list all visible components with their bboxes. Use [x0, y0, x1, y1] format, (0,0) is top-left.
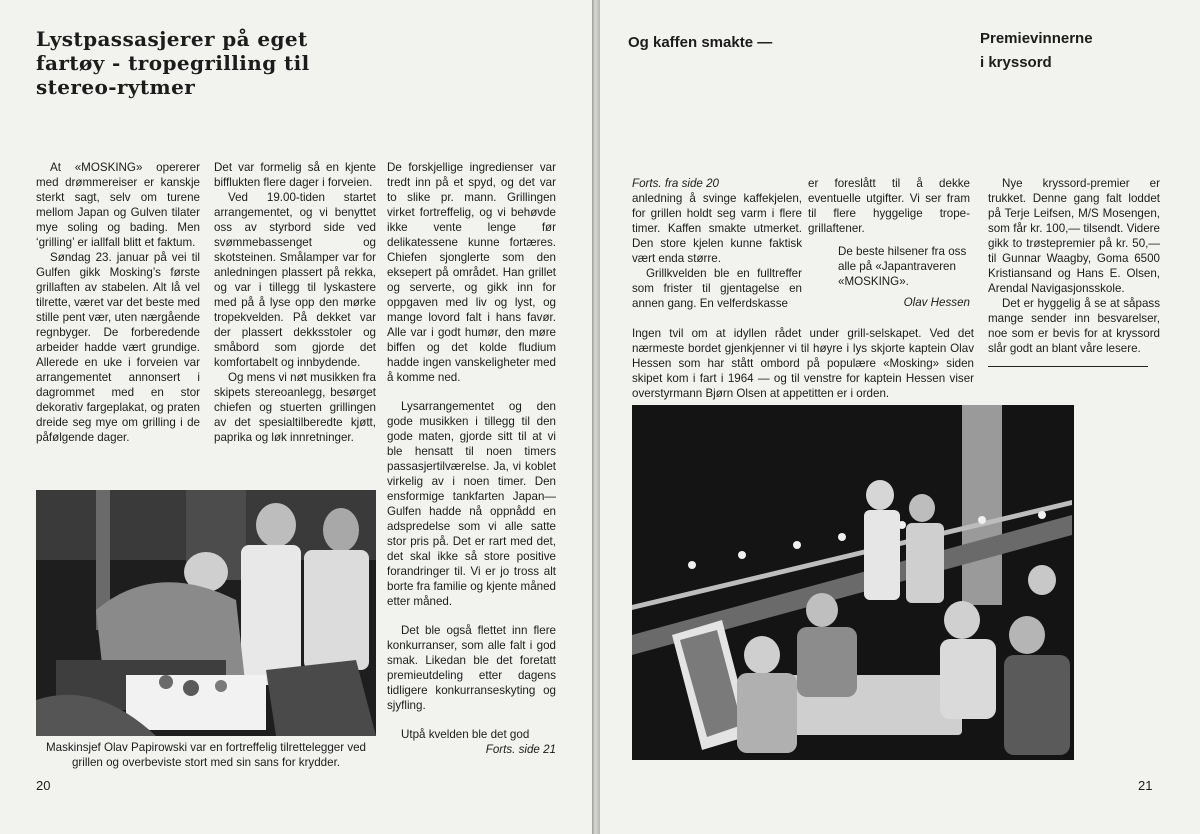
paragraph: Lysarrangementet og den gode musikken i tillegg til den gode maten, gjorde sitt til at vi ble hensatt til noen timers passasjertilværelse. Ja, vi koblet virkelig av i noen timer. Den ensformige tankfarten Japan—Gulfen hadde nå oppnådd en adspredelse som vi alle satte stor pris på. Det er rart med det, det skal ikke så store positive forandringer til. Vi er jo tross alt borte fra familie og kjente måned etter måned. — [387, 400, 556, 608]
article-column-3 — [387, 160, 556, 757]
caption-text: Ingen tvil om at idyllen rådet under grill-selskapet. Ved det nærmeste bordet gjenkjenner vi til høyre i lys skjorte kaptein Olav Hessen som har stått ombord på populære «Mosking» siden skipet kom i fart i 1964 — og til venstre for kaptein Hessen viser overstyrmann Bjørn Olsen at appetitten er i orden. — [632, 327, 974, 400]
paragraph: Det ble også flettet inn flere konkurranser, som alle falt i god smak. Likedan ble det foretatt premieutdeling etter dagens tidligere konkurranseskyting og sjyfling. — [387, 624, 556, 712]
greeting — [808, 244, 970, 289]
greeting-line: alle på «Japantraveren — [838, 260, 956, 273]
paragraph: anledning å svinge kaffekjelen, for grillen holdt seg varm i flere timer. Kaffen smakte utmerket. Den store kjelen kunne faktisk vært enda større. — [632, 192, 802, 265]
crossword-column — [988, 176, 1160, 367]
paragraph: Det er hyggelig å se at såpass mange sender inn besvarelser, noe som er bevis for at kryssord slår godt an blant våre lesere. — [988, 297, 1160, 355]
spine-gutter — [592, 0, 600, 834]
paragraph: Søndag 23. januar på vei til Gulfen gikk Mosking’s første grillaften av stabelen. Alt lå vel tilrette, været var det beste med stille pent vær, uten nærgående regnbyger. De forberedende arbeider hadde vært grundige. Allerede en uke i forveien var arrangementet annonsert i dagrommet med en stor dekorativ fargeplakat, og praten dreide seg mye om grilling i de påfølgende dager. — [36, 251, 200, 444]
page-number: 20 — [36, 778, 51, 793]
article-column-1 — [632, 176, 802, 311]
signature: Olav Hessen — [903, 296, 970, 309]
party-photo — [632, 405, 1074, 760]
paragraph: Nye kryssord-premier er trukket. Denne gang falt loddet på Terje Leifsen, M/S Mosengen, som får kr. 100,— tilsendt. Videre gikk to trøstepremier på kr. 50,— til Gunnar Waagby, Goma 6500 Kristiansand og Hans E. Olsen, Arendal Navigasjonsskole. — [988, 177, 1160, 295]
article-column-1 — [36, 160, 200, 445]
grill-photo — [36, 490, 376, 736]
crossword-heading-line: Premievinnerne — [980, 30, 1093, 47]
paragraph: Utpå kvelden ble det god — [401, 728, 530, 741]
greeting-line: «MOSKING». — [838, 275, 909, 288]
paragraph: Grillkvelden ble en fulltreffer som frister til gjentagelse en annen gang. En velferdskasse — [632, 267, 802, 310]
article-column-2 — [808, 176, 970, 310]
photo-caption: Maskinsjef Olav Papirowski var en fortreffelig tilrettelegger ved grillen og overbeviste stort med sin sans for krydder. — [45, 741, 367, 769]
crossword-heading — [980, 27, 1093, 75]
headline-line: stereo-rytmer — [36, 75, 196, 99]
paragraph: De forskjellige ingredienser var tredt inn på et spyd, og det var to slike pr. mann. Grillingen virket fortreffelig, og vi behøvde ikke vente lenge før delikatessene kunne fortæres. Chiefen sjonglerte som den eksepert på området. Han grillet og serverte, og gikk inn for oppgaven med liv og lyst, og mange lovord falt i hans favør. Alle var i godt humør, den møre biffen og det kolde fludium hadde ingen vanskeligheter med å komme ned. — [387, 161, 556, 384]
paragraph: er foreslått til å dekke eventuelle utgifter. Vi ser fram til flere hyggelige trope-grillaftener. — [808, 177, 970, 235]
page-headline — [36, 27, 416, 99]
left-page — [0, 0, 592, 834]
column-rule — [988, 366, 1148, 367]
right-page — [600, 0, 1200, 834]
paragraph: Det var formelig så en kjente bifflukten flere dager i forveien. — [214, 161, 376, 189]
greeting-line: De beste hilsener fra oss — [838, 245, 967, 258]
article-column-2 — [214, 160, 376, 445]
paragraph: At «MOSKING» opererer med drømmereiser er kanskje sterkt sagt, selv om turene mellom Japan og Gulven tilater mye soling og bading. Men ‘grilling’ er iallfall blitt et faktum. — [36, 161, 200, 249]
paragraph: Ved 19.00-tiden startet arrangementet, og vi benyttet oss av styrbord side ved svømmebassenget og skotsteinen. Smålamper var for anledningen plassert på rekka, og var i tillegg til lyskastere med på å lyse opp den mørke tropekvelden. På dekket var der plassert dekksstoler og småbord som gjorde det komfortabelt og innbydende. — [214, 191, 376, 369]
grill-photo-image — [36, 490, 376, 736]
photo-caption — [632, 326, 974, 401]
page-number: 21 — [1138, 778, 1153, 793]
paragraph: Og mens vi nøt musikken fra skipets stereoanlegg, besørget chiefen og stuerten grillingen av det spesialtilberedte kjøtt, paprika og løk innretninger. — [214, 371, 376, 444]
headline-line: fartøy - tropegrilling til — [36, 51, 310, 75]
continuation-note: Forts. side 21 — [485, 743, 556, 756]
headline-line: Lystpassasjerer på eget — [36, 27, 308, 51]
party-photo-image — [632, 405, 1074, 760]
section-heading: Og kaffen smakte — — [628, 34, 773, 51]
continuation-note: Forts. fra side 20 — [632, 177, 719, 190]
crossword-heading-line: i kryssord — [980, 54, 1052, 71]
